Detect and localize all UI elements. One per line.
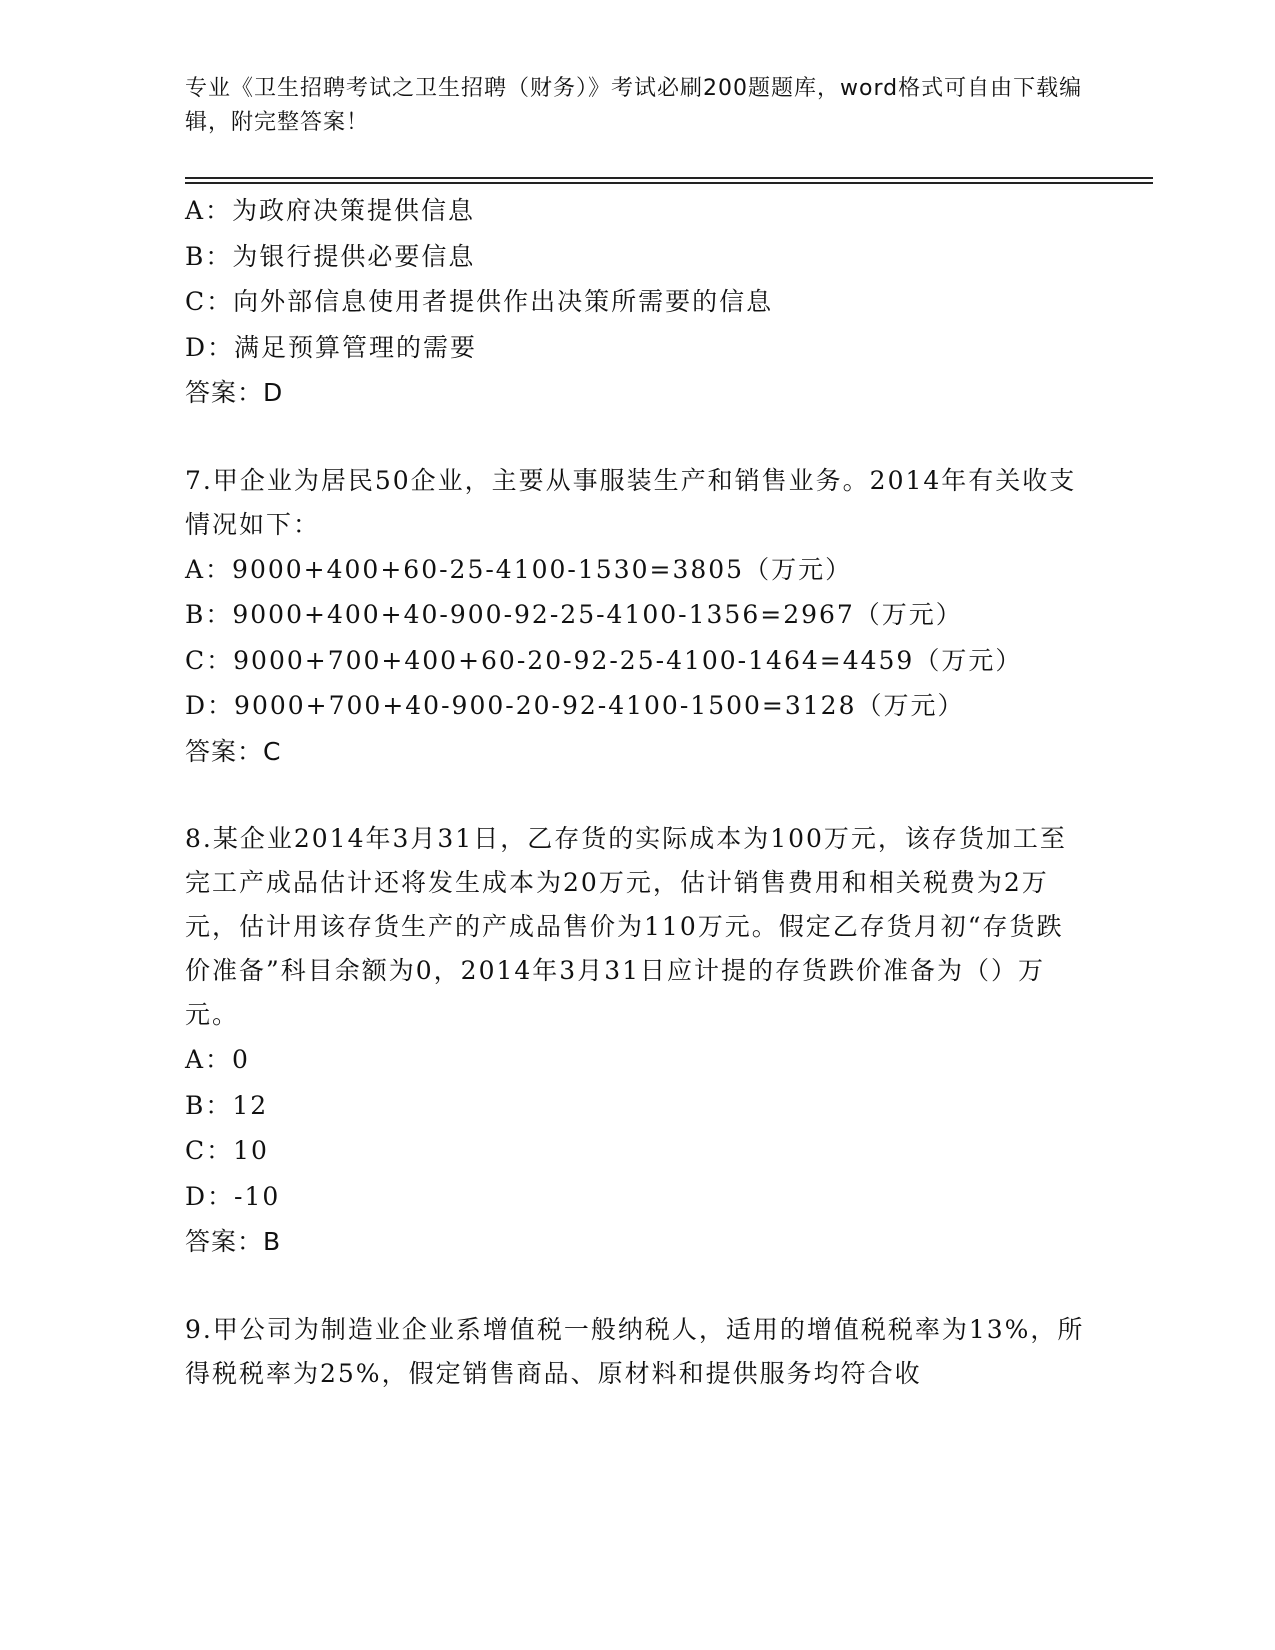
option-b: B：9000+400+40-900-92-25-4100-1356=2967（万元） [185, 600, 963, 629]
question-text: 8.某企业2014年3月31日，乙存货的实际成本为100万元，该存货加工至完工产成品估计还将发生成本为20万元，估计销售费用和相关税费为2万元，估计用该存货生产的产成品售价为110万元。假定乙存货月初“存货跌价准备”科目余额为0，2014年3月31日应计提的存货跌价准备为（）万元。 [185, 824, 1067, 1029]
spacer [185, 416, 1085, 459]
option-c: C：10 [185, 1136, 269, 1165]
option-a: A：9000+400+60-25-4100-1530=3805（万元） [185, 554, 853, 584]
question-text: 7.甲企业为居民50企业，主要从事服装生产和销售业务。2014年有关收支情况如下： [185, 465, 1077, 539]
option-a: A：为政府决策提供信息 [185, 196, 476, 225]
option-b: B：为银行提供必要信息 [185, 241, 476, 271]
spacer [185, 774, 1085, 817]
header-rule-bottom [185, 182, 1153, 184]
header-rule-top [185, 177, 1153, 179]
option-c: C：向外部信息使用者提供作出决策所需要的信息 [185, 287, 774, 316]
answer-line: 答案：C [185, 736, 282, 766]
document-header: 专业《卫生招聘考试之卫生招聘（财务）》考试必刷200题题库，word格式可自由下载编辑，附完整答案！ [185, 76, 1083, 135]
spacer [185, 1265, 1085, 1308]
answer-line: 答案：B [185, 1227, 282, 1256]
option-a: A：0 [185, 1045, 250, 1074]
option-d: D：-10 [185, 1181, 281, 1211]
question-block-6 [185, 188, 1085, 416]
document-body [185, 188, 1085, 1396]
answer-line: 答案：D [185, 378, 284, 407]
question-block-7 [185, 459, 1085, 775]
option-b: B：12 [185, 1090, 269, 1120]
option-d: D：9000+700+40-900-20-92-4100-1500=3128（万元） [185, 691, 965, 720]
option-c: C：9000+700+400+60-20-92-25-4100-1464=4459（万元） [185, 645, 1023, 675]
question-text: 9.甲公司为制造业企业系增值税一般纳税人，适用的增值税税率为13%，所得税税率为25%，假定销售商品、原材料和提供服务均符合收 [185, 1314, 1085, 1388]
option-d: D：满足预算管理的需要 [185, 332, 478, 362]
question-block-9 [185, 1308, 1085, 1396]
question-block-8 [185, 817, 1085, 1265]
